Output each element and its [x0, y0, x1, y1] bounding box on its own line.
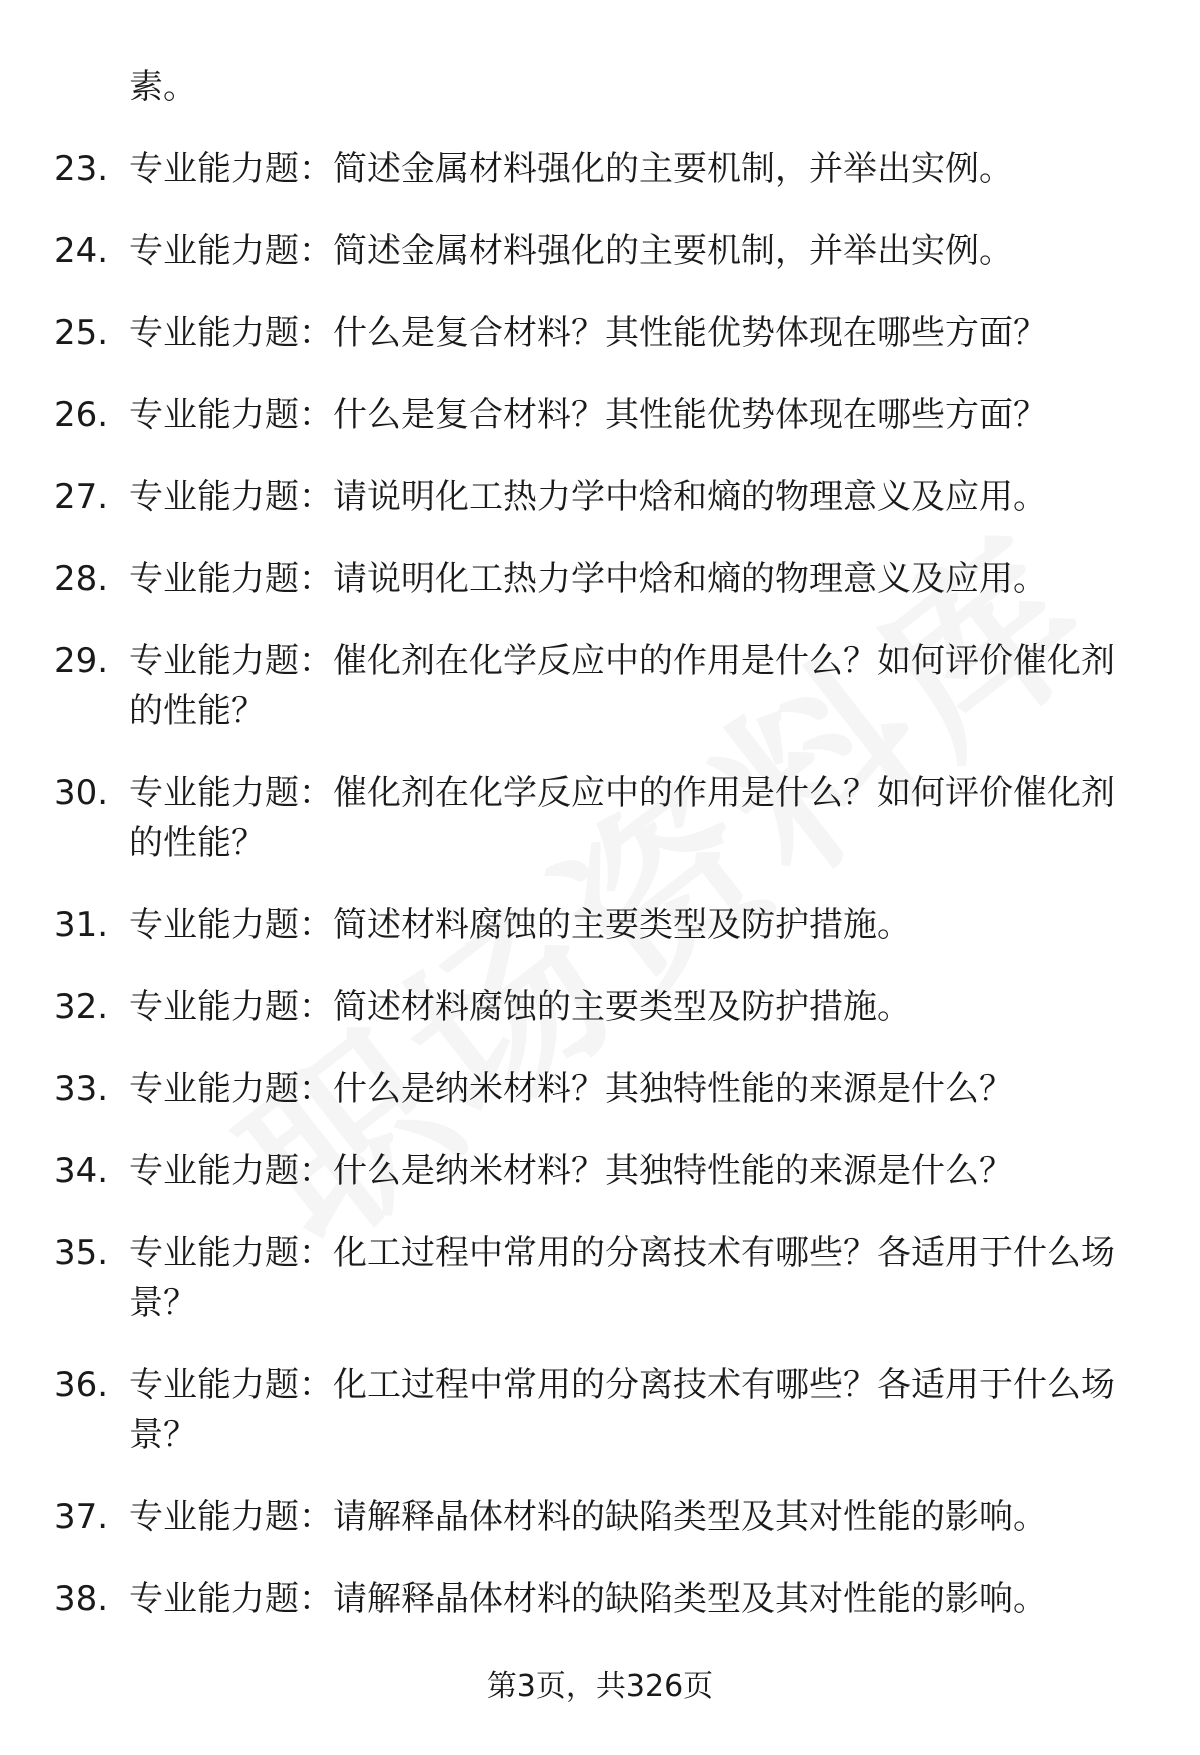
question-text: 专业能力题：什么是复合材料？其性能优势体现在哪些方面？: [129, 313, 1047, 353]
question-text: 专业能力题：化工过程中常用的分离技术有哪些？各适用于什么场景？: [129, 1365, 1115, 1455]
list-item: [54, 1146, 1144, 1196]
question-text: 专业能力题：什么是纳米材料？其独特性能的来源是什么？: [129, 1069, 1013, 1109]
question-text: 专业能力题：简述材料腐蚀的主要类型及防护措施。: [129, 987, 911, 1027]
question-text: 专业能力题：请解释晶体材料的缺陷类型及其对性能的影响。: [129, 1579, 1047, 1619]
question-number: 38.: [54, 1579, 109, 1619]
question-number: 32.: [54, 987, 109, 1027]
question-text: 专业能力题：请说明化工热力学中焓和熵的物理意义及应用。: [129, 559, 1047, 599]
list-item: [54, 1574, 1144, 1624]
list-item: [54, 472, 1144, 522]
question-text: 专业能力题：化工过程中常用的分离技术有哪些？各适用于什么场景？: [129, 1233, 1115, 1323]
list-item: [54, 900, 1144, 950]
list-item: [54, 636, 1144, 736]
question-number: 30.: [54, 773, 109, 813]
question-number: 36.: [54, 1365, 109, 1405]
continuation-text: 素。: [129, 67, 197, 107]
list-item: [54, 554, 1144, 604]
question-number: 33.: [54, 1069, 109, 1109]
list-item: [54, 226, 1144, 276]
question-number: 35.: [54, 1233, 109, 1273]
question-text: 专业能力题：简述金属材料强化的主要机制，并举出实例。: [129, 149, 1013, 189]
list-item: [54, 1064, 1144, 1114]
list-item: [54, 1228, 1144, 1328]
question-number: 34.: [54, 1151, 109, 1191]
question-number: 37.: [54, 1497, 109, 1537]
question-number: 31.: [54, 905, 109, 945]
list-item: [54, 308, 1144, 358]
question-number: 27.: [54, 477, 109, 517]
question-list: [54, 62, 1144, 1656]
question-number: 26.: [54, 395, 109, 435]
list-item: [54, 1360, 1144, 1460]
question-number: 28.: [54, 559, 109, 599]
question-text: 专业能力题：催化剂在化学反应中的作用是什么？如何评价催化剂的性能？: [129, 641, 1115, 731]
question-number: 24.: [54, 231, 109, 271]
question-text: 专业能力题：简述金属材料强化的主要机制，并举出实例。: [129, 231, 1013, 271]
list-item: [54, 144, 1144, 194]
question-text: 专业能力题：请说明化工热力学中焓和熵的物理意义及应用。: [129, 477, 1047, 517]
list-item: [54, 982, 1144, 1032]
question-number: 23.: [54, 149, 109, 189]
page-footer: 第3页，共326页: [486, 1669, 714, 1704]
question-text: 专业能力题：简述材料腐蚀的主要类型及防护措施。: [129, 905, 911, 945]
list-item: [54, 1492, 1144, 1542]
question-text: 专业能力题：请解释晶体材料的缺陷类型及其对性能的影响。: [129, 1497, 1047, 1537]
list-item: [54, 390, 1144, 440]
question-text: 专业能力题：催化剂在化学反应中的作用是什么？如何评价催化剂的性能？: [129, 773, 1115, 863]
question-number: 25.: [54, 313, 109, 353]
question-text: 专业能力题：什么是纳米材料？其独特性能的来源是什么？: [129, 1151, 1013, 1191]
question-number: 29.: [54, 641, 109, 681]
list-item: [54, 768, 1144, 868]
question-text: 专业能力题：什么是复合材料？其性能优势体现在哪些方面？: [129, 395, 1047, 435]
